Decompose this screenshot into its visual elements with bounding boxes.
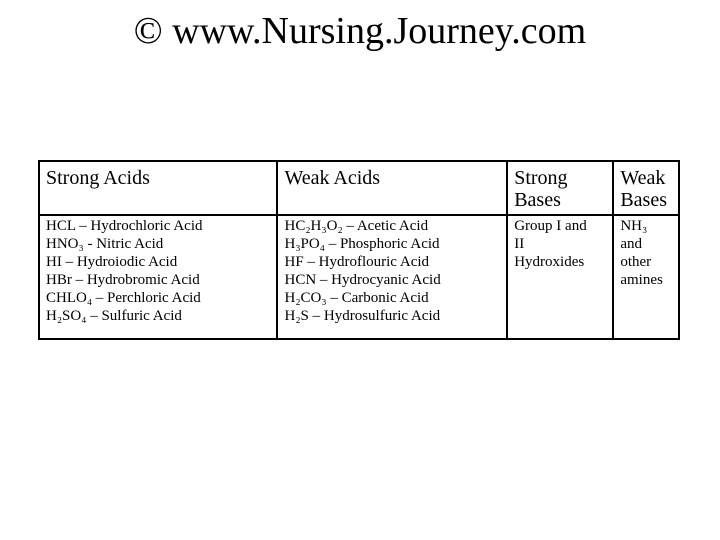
page-header: © www.Nursing.Journey.com: [133, 10, 587, 52]
header-weak-bases: Weak Bases: [613, 161, 679, 215]
weak-base-item: and: [620, 236, 642, 252]
weak-acid-item: HCN – Hydrocyanic Acid: [284, 272, 441, 288]
weak-acid-item: H₂CO₃ – Carbonic Acid: [284, 290, 429, 306]
table-header-row: [39, 161, 679, 215]
strong-acid-item: HNO₃ - Nitric Acid: [46, 236, 164, 252]
strong-acid-item: HCL – Hydrochloric Acid: [46, 218, 203, 234]
weak-acid-item: H₃PO₄ – Phosphoric Acid: [284, 236, 440, 252]
weak-acid-item: HC₂H₃O₂ – Acetic Acid: [284, 218, 429, 234]
header-strong-bases: Strong Bases: [507, 161, 613, 215]
strong-base-item: Group I and: [514, 218, 587, 234]
weak-base-item: amines: [620, 272, 663, 288]
weak-base-item: NH₃: [620, 218, 648, 234]
strong-acid-item: H₂SO₄ – Sulfuric Acid: [46, 308, 182, 324]
strong-acid-item: HBr – Hydrobromic Acid: [46, 272, 200, 288]
weak-base-item: other: [620, 254, 652, 270]
header-strong-acids: Strong Acids: [39, 161, 277, 215]
weak-acid-item: HF – Hydroflouric Acid: [284, 254, 430, 270]
strong-acids-cell: [39, 215, 277, 339]
weak-bases-cell: [613, 215, 679, 339]
header-weak-acids: Weak Acids: [277, 161, 507, 215]
weak-acids-cell: [277, 215, 507, 339]
acids-bases-table: [38, 160, 680, 340]
strong-base-item: II: [514, 236, 525, 252]
strong-acid-item: CHLO₄ – Perchloric Acid: [46, 290, 201, 306]
strong-base-item: Hydroxides: [514, 254, 585, 270]
table-row: [39, 215, 679, 339]
strong-bases-cell: [507, 215, 613, 339]
strong-acid-item: HI – Hydroiodic Acid: [46, 254, 178, 270]
weak-acid-item: H₂S – Hydrosulfuric Acid: [284, 308, 441, 324]
